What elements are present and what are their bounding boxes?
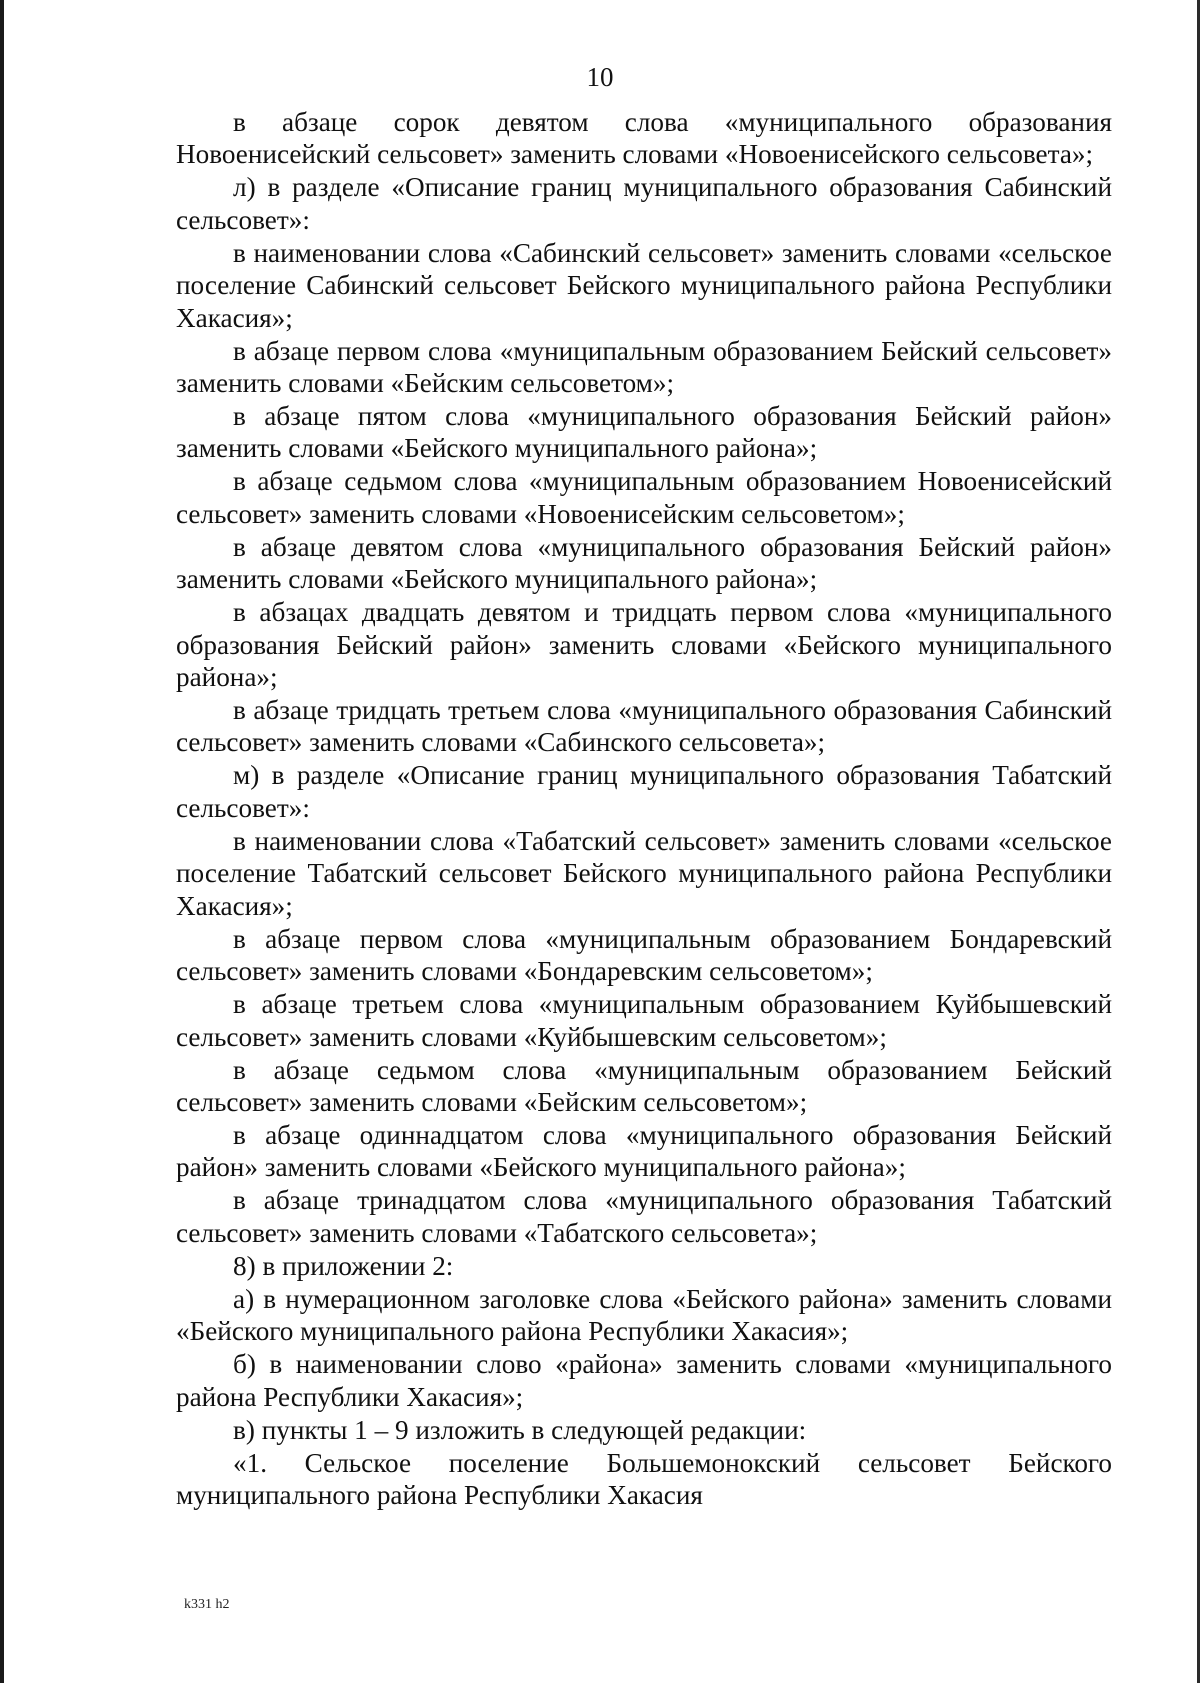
paragraph: в абзаце сорок девятом слова «муниципального образования Новоенисейский сельсовет» заменить словами «Новоенисейского сельсовета»; — [176, 107, 1112, 170]
paragraph: в абзаце седьмом слова «муниципальным образованием Новоенисейский сельсовет» заменить словами «Новоенисейским сельсоветом»; — [176, 466, 1112, 529]
paragraph: в абзаце седьмом слова «муниципальным образованием Бейский сельсовет» заменить словами «Бейским сельсоветом»; — [176, 1054, 1112, 1117]
paragraph: в абзаце одиннадцатом слова «муниципального образования Бейский район» заменить словами «Бейского муниципального района»; — [176, 1119, 1112, 1183]
paragraph: в наименовании слова «Сабинский сельсовет» заменить словами «сельское поселение Сабинский сельсовет Бейского муниципального района Республики Хакасия»; — [176, 237, 1112, 333]
paragraph: в абзацах двадцать девятом и тридцать первом слова «муниципального образования Бейский район» заменить словами «Бейского муниципального района»; — [176, 597, 1112, 693]
paragraph: м) в разделе «Описание границ муниципального образования Табатский сельсовет»: — [176, 760, 1112, 823]
paragraph: л) в разделе «Описание границ муниципального образования Сабинский сельсовет»: — [176, 172, 1112, 235]
paragraph: в абзаце пятом слова «муниципального образования Бейский район» заменить словами «Бейского муниципального района»; — [176, 401, 1112, 464]
paragraph: в абзаце тридцать третьем слова «муниципального образования Сабинский сельсовет» заменить словами «Сабинского сельсовета»; — [176, 695, 1112, 758]
page-number: 10 — [586, 62, 614, 92]
paragraph: в абзаце первом слова «муниципальным образованием Бондаревский сельсовет» заменить словами «Бондаревским сельсоветом»; — [176, 923, 1112, 987]
document-body — [176, 106, 1112, 1512]
footer-document-code: k331 h2 — [184, 1597, 230, 1612]
paragraph: в абзаце третьем слова «муниципальным образованием Куйбышевский сельсовет» заменить словами «Куйбышевским сельсоветом»; — [176, 989, 1112, 1052]
paragraph: в абзаце девятом слова «муниципального образования Бейский район» заменить словами «Бейского муниципального района»; — [176, 531, 1112, 595]
paragraph: в) пункты 1 – 9 изложить в следующей редакции: — [233, 1414, 807, 1445]
scan-edge-left — [0, 0, 4, 1683]
paragraph: б) в наименовании слово «района» заменить словами «муниципального района Республики Хакасия»; — [176, 1349, 1112, 1412]
paragraph: «1. Сельское поселение Большемонокский сельсовет Бейского муниципального района Республики Хакасия — [176, 1447, 1112, 1510]
paragraph: в абзаце первом слова «муниципальным образованием Бейский сельсовет» заменить словами «Бейским сельсоветом»; — [176, 335, 1112, 399]
paragraph: 8) в приложении 2: — [233, 1250, 454, 1281]
paragraph: в абзаце тринадцатом слова «муниципального образования Табатский сельсовет» заменить словами «Табатского сельсовета»; — [176, 1185, 1112, 1248]
paragraph: а) в нумерационном заголовке слова «Бейского района» заменить словами «Бейского муниципального района Республики Хакасия»; — [176, 1283, 1112, 1347]
paragraph: в наименовании слова «Табатский сельсовет» заменить словами «сельское поселение Табатский сельсовет Бейского муниципального района Республики Хакасия»; — [176, 825, 1112, 921]
